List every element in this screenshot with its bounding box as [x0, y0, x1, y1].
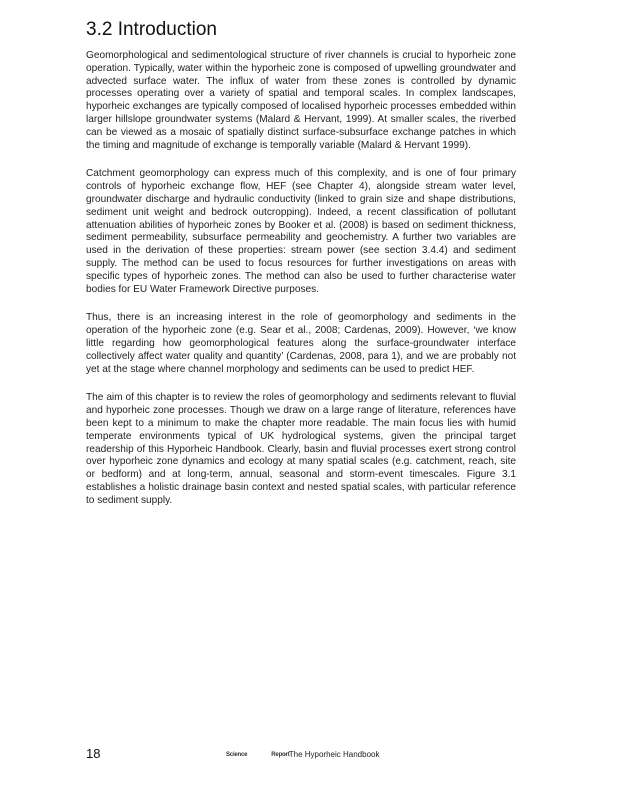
- science-logo: Science: [226, 752, 248, 758]
- paragraph-1: Geomorphological and sedimentological structure of river channels is crucial to hyporheic zone operation. Typically, water within the hyporheic zone is composed of upwelling groundwater and advected surface water. The influx of water from these zones is controlled by dynamic processes operating over a variety of spatial and temporal scales. In complex landscapes, hyporheic exchanges are typically composed of localised hyporheic processes embedded within larger hillslope groundwater systems (Malard & Hervant, 1999). At smaller scales, the riverbed can be viewed as a mosaic of spatially distinct surface-subsurface exchange patches in which the timing and magnitude of exchange is temporally variable (Malard & Hervant 1999).: [86, 50, 516, 151]
- paragraph-4: The aim of this chapter is to review the roles of geomorphology and sediments relevant to fluvial and hyporheic zone processes. Though we draw on a large range of literature, references have been kept to a minimum to make the chapter more readable. The main focus lies with humid temperate environments typical of UK hydrological systems, given the principal target readership of this Hyporheic Handbook. Clearly, basin and fluvial processes exert strong control over hyporheic zone dynamics and ecology at many spatial scales (e.g. catchment, reach, site or bedform) and at long-term, annual, seasonal and storm-event timescales. Figure 3.1 establishes a holistic drainage basin context and nested spatial scales, with particular reference to sediment supply.: [86, 392, 516, 506]
- page-footer: [86, 746, 526, 764]
- section-title: 3.2 Introduction: [86, 19, 217, 40]
- paragraph-2: Catchment geomorphology can express much of this complexity, and is one of four primary controls of hyporheic exchange flow, HEF (see Chapter 4), alongside stream water level, groundwater discharge and hydraulic conductivity (linked to grain size and shape distributions, sediment unit weight and bedrock outcropping). Indeed, a recent classification of pollutant attenuation abilities of hyporheic zones by Booker et al. (2008) is based on sediment thickness, sediment permeability, subsurface permeability and geochemistry. A further two variables are used in the derivation of these properties: stream power (see section 3.4.4) and sediment supply. The method can be used to focus resources for further investigations on areas with specific types of hyporheic zones. The method can also be used to further characterise water bodies for EU Water Framework Directive purposes.: [86, 168, 516, 295]
- publication-title: - The Hyporheic Handbook: [284, 750, 380, 759]
- paragraph-3: Thus, there is an increasing interest in the role of geomorphology and sediments in the operation of the hyporheic zone (e.g. Sear et al., 2008; Cardenas, 2009). However, ‘we know little regarding how geomorphological features along the surface-groundwater interface collectively affect water quality and quantity’ (Cardenas, 2008, para 1), and we are probably not yet at the stage where channel morphology and sediments can be used to predict HEF.: [86, 312, 516, 375]
- body-text: [86, 50, 516, 524]
- page-number: 18: [86, 746, 101, 761]
- report-logo: Report: [271, 752, 290, 758]
